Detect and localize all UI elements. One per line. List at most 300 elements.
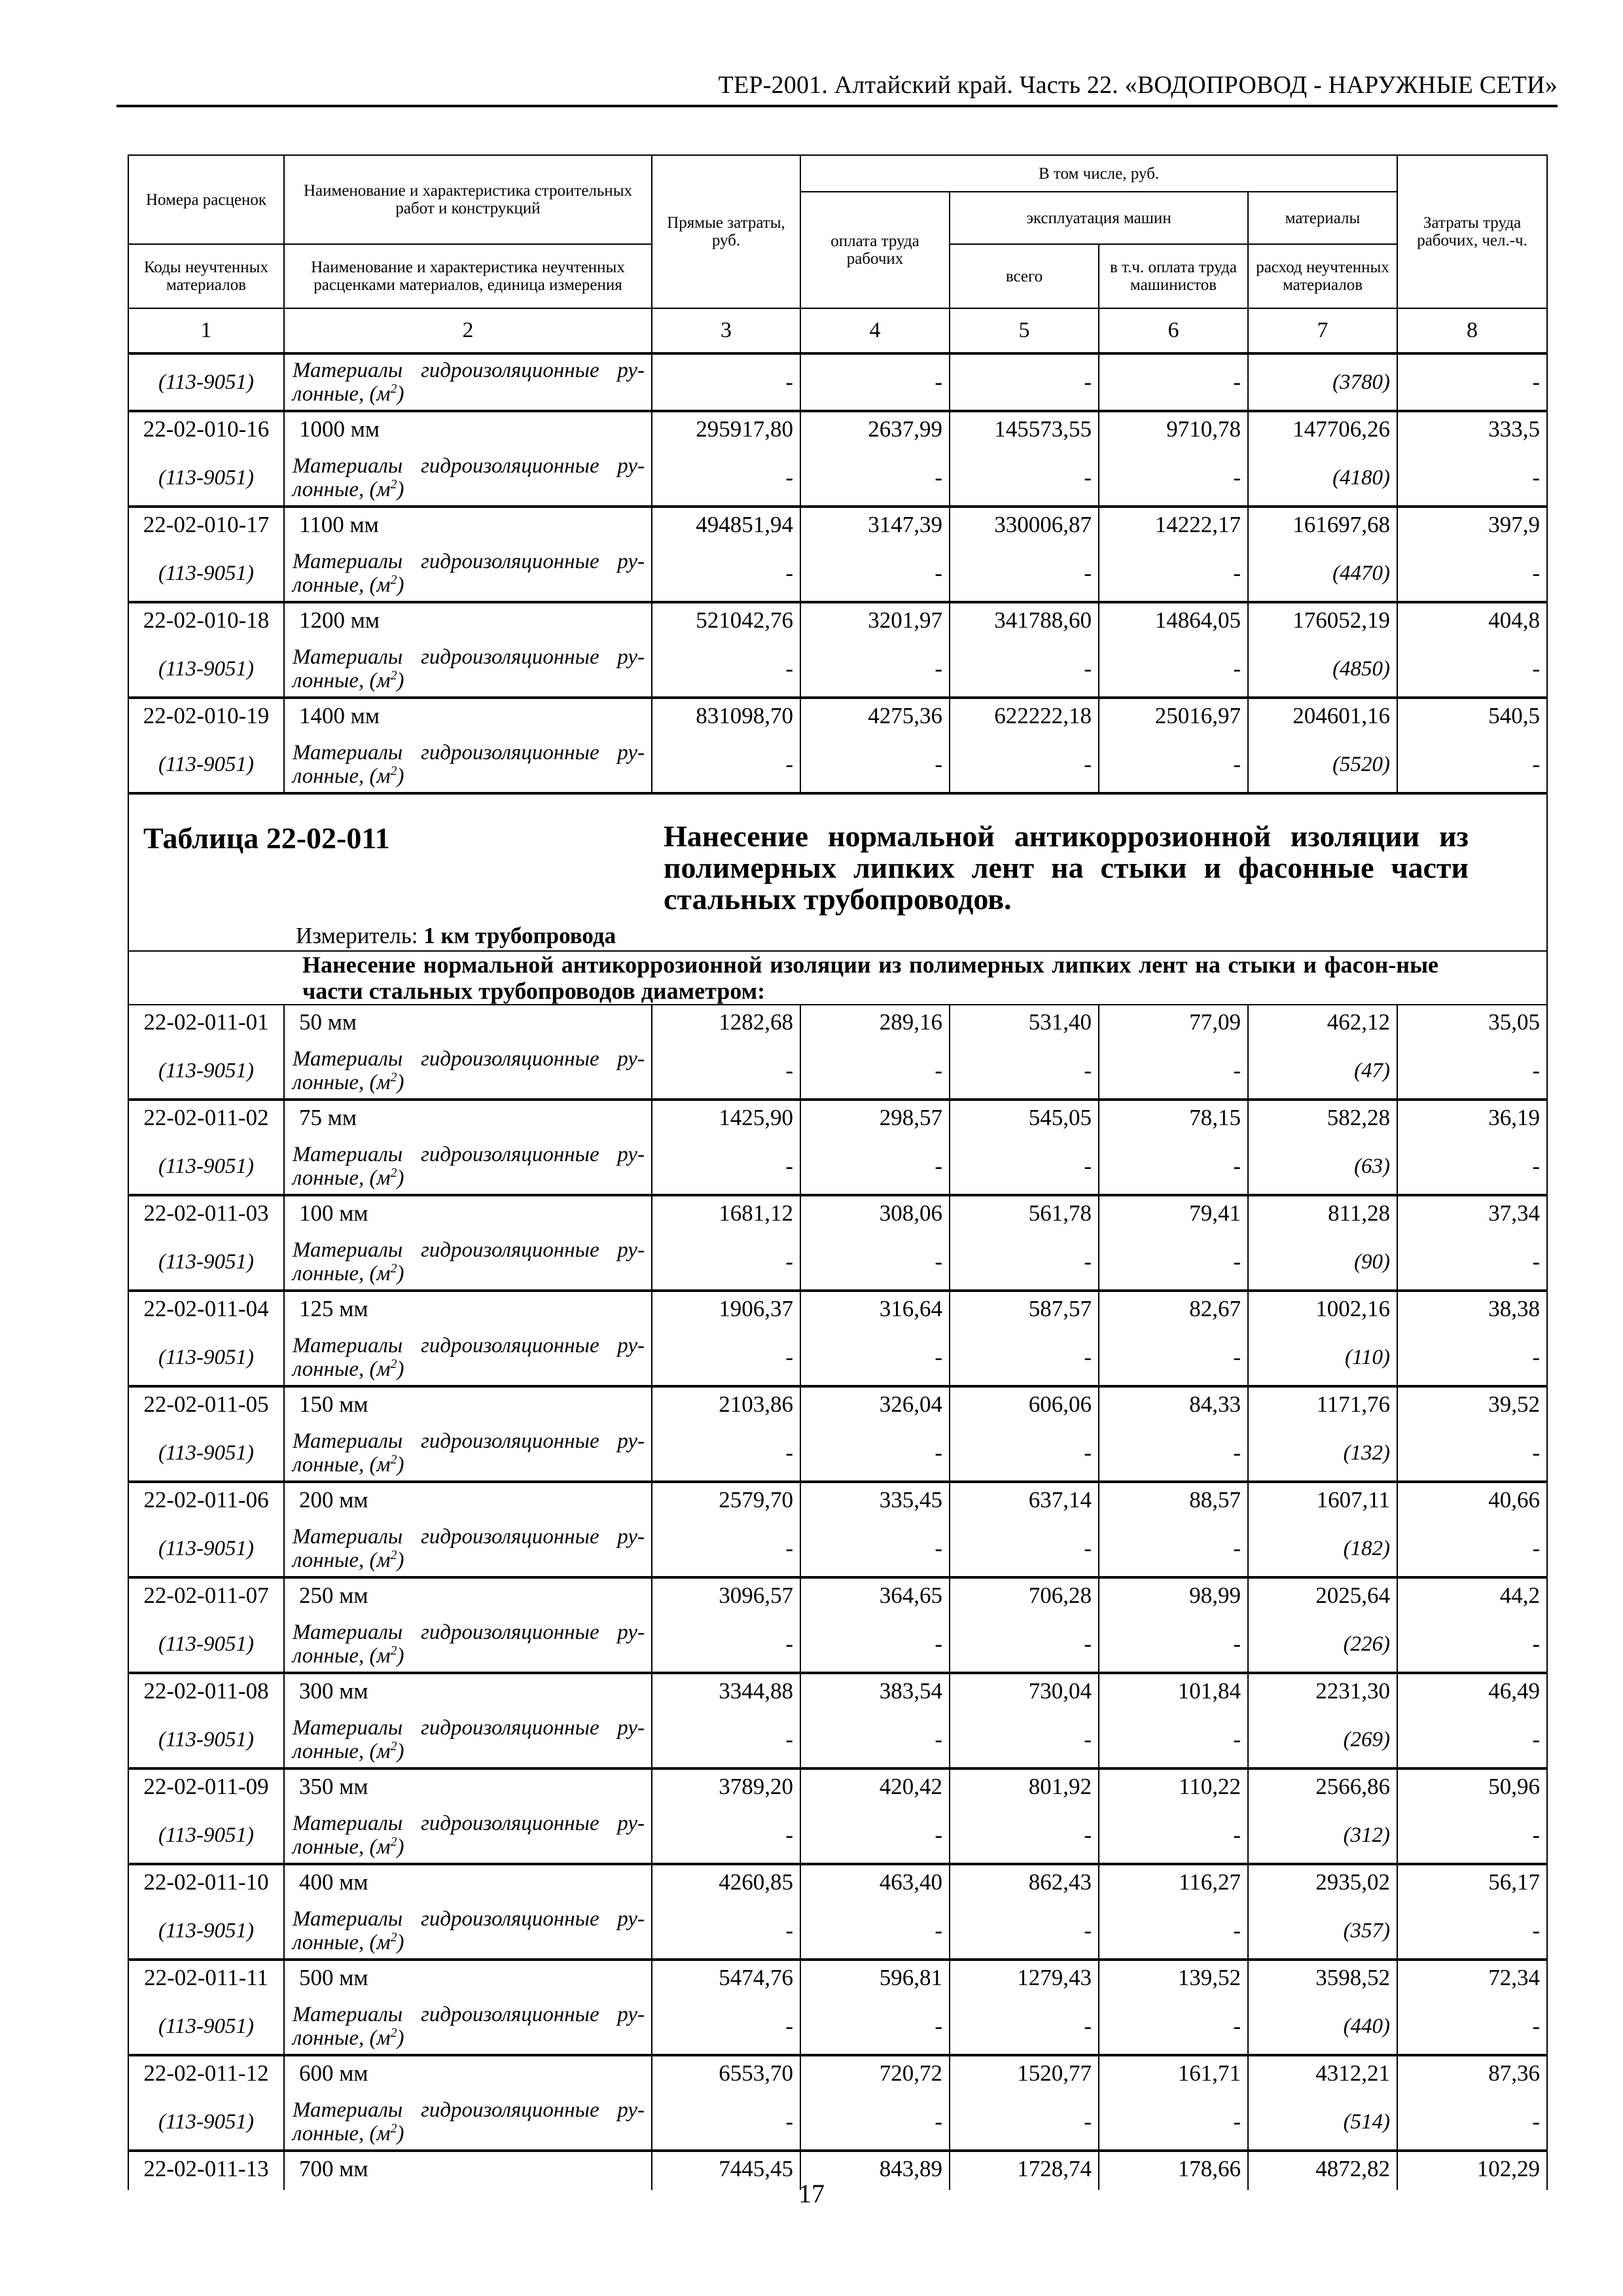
operators-pay: 84,33 — [1099, 1386, 1248, 1426]
labor-hours: 38,38 — [1397, 1291, 1547, 1330]
rate-code: 22-02-011-01 — [128, 1005, 284, 1043]
table-row — [128, 1195, 1547, 1234]
material-row — [128, 546, 1547, 602]
empty-value: - — [950, 1712, 1099, 1768]
labor-pay: 383,54 — [800, 1673, 950, 1712]
material-code: (113-9051) — [128, 546, 284, 602]
work-name: 400 мм — [284, 1864, 652, 1903]
material-quantity: (182) — [1248, 1521, 1397, 1577]
rate-code: 22-02-010-18 — [128, 602, 284, 641]
labor-pay: 364,65 — [800, 1577, 950, 1617]
material-name: Материалы гидроизоляционные ру-лонные, $(м^2)$ — [284, 546, 652, 602]
header-rate-numbers: Номера расценок — [128, 155, 284, 244]
material-quantity: (110) — [1248, 1330, 1397, 1386]
page-number: 17 — [798, 2179, 825, 2208]
header-material-usage: расход неучтенных материалов — [1248, 244, 1397, 308]
material-row — [128, 1426, 1547, 1482]
material-quantity: (269) — [1248, 1712, 1397, 1768]
rate-code: 22-02-011-05 — [128, 1386, 284, 1426]
material-row — [128, 1330, 1547, 1386]
header-including: В том числе, руб. — [800, 155, 1397, 192]
empty-value: - — [950, 2094, 1099, 2151]
table-row — [128, 1482, 1547, 1521]
material-code: (113-9051) — [128, 450, 284, 507]
header-material-codes: Коды неучтенных материалов — [128, 244, 284, 308]
material-quantity: (514) — [1248, 2094, 1397, 2151]
operators-pay: 79,41 — [1099, 1195, 1248, 1234]
materials-cost: 204601,16 — [1248, 698, 1397, 737]
material-code: (113-9051) — [128, 1139, 284, 1195]
empty-value: - — [950, 1521, 1099, 1577]
material-name: Материалы гидроизоляционные ру-лонные, $(м^2)$ — [284, 641, 652, 698]
empty-value: - — [1397, 546, 1547, 602]
direct-costs: 295917,80 — [652, 411, 800, 450]
material-name: Материалы гидроизоляционные ру-лонные, $(м^2)$ — [284, 2094, 652, 2151]
machines-total: 1728,74 — [950, 2151, 1099, 2190]
header-machines: эксплуатация машин — [950, 192, 1248, 244]
header-material-names: Наименование и характеристика неучтенных расценками материалов, единица измерения — [284, 244, 652, 308]
material-row — [128, 1808, 1547, 1864]
material-row — [128, 1139, 1547, 1195]
empty-value: - — [1397, 1426, 1547, 1482]
machines-total: 801,92 — [950, 1768, 1099, 1808]
materials-cost: 2231,30 — [1248, 1673, 1397, 1712]
direct-costs: 3344,88 — [652, 1673, 800, 1712]
materials-cost: 1002,16 — [1248, 1291, 1397, 1330]
empty-value: - — [652, 1521, 800, 1577]
material-row — [128, 737, 1547, 793]
labor-hours: 44,2 — [1397, 1577, 1547, 1617]
material-quantity: (4470) — [1248, 546, 1397, 602]
empty-value: - — [652, 546, 800, 602]
table-row — [128, 1100, 1547, 1139]
direct-costs: 521042,76 — [652, 602, 800, 641]
direct-costs: 1282,68 — [652, 1005, 800, 1043]
operators-pay: 9710,78 — [1099, 411, 1248, 450]
work-name: 500 мм — [284, 1960, 652, 1999]
work-name: 200 мм — [284, 1482, 652, 1521]
empty-value: - — [950, 546, 1099, 602]
operators-pay: 14864,05 — [1099, 602, 1248, 641]
table-row — [128, 1673, 1547, 1712]
empty-value: - — [1099, 1808, 1248, 1864]
empty-value: - — [950, 1234, 1099, 1291]
column-number: 7 — [1248, 308, 1397, 353]
running-header: ТЕР-2001. Алтайский край. Часть 22. «ВОДОПРОВОД - НАРУЖНЫЕ СЕТИ» — [718, 71, 1558, 99]
material-row — [128, 1903, 1547, 1960]
empty-value: - — [950, 1999, 1099, 2055]
header-machines-total: всего — [950, 244, 1099, 308]
work-name: 1200 мм — [284, 602, 652, 641]
labor-hours: 72,34 — [1397, 1960, 1547, 1999]
column-number: 4 — [800, 308, 950, 353]
header-rule — [116, 105, 1558, 107]
header-labor-pay: оплата труда рабочих — [800, 192, 950, 308]
empty-value: - — [800, 1234, 950, 1291]
materials-cost: 2025,64 — [1248, 1577, 1397, 1617]
work-name: 250 мм — [284, 1577, 652, 1617]
labor-hours: 56,17 — [1397, 1864, 1547, 1903]
material-row — [128, 1234, 1547, 1291]
material-row — [128, 1712, 1547, 1768]
labor-pay: 326,04 — [800, 1386, 950, 1426]
work-name: 700 мм — [284, 2151, 652, 2190]
operators-pay: 77,09 — [1099, 1005, 1248, 1043]
empty-value: - — [1099, 1999, 1248, 2055]
table-row — [128, 411, 1547, 450]
column-number: 8 — [1397, 308, 1547, 353]
machines-total: 330006,87 — [950, 507, 1099, 546]
empty-value: - — [800, 1617, 950, 1673]
measure-unit: Измеритель: 1 км трубопровода — [296, 923, 616, 948]
empty-value: - — [652, 1808, 800, 1864]
labor-hours: 102,29 — [1397, 2151, 1547, 2190]
labor-pay: 289,16 — [800, 1005, 950, 1043]
empty-value: - — [950, 1808, 1099, 1864]
material-name: Материалы гидроизоляционные ру-лонные, $(м^2)$ — [284, 1043, 652, 1100]
labor-hours: 50,96 — [1397, 1768, 1547, 1808]
empty-value: - — [1397, 450, 1547, 507]
machines-total: 561,78 — [950, 1195, 1099, 1234]
material-row — [128, 1043, 1547, 1100]
machines-total: 341788,60 — [950, 602, 1099, 641]
work-name: 1400 мм — [284, 698, 652, 737]
labor-hours: 35,05 — [1397, 1005, 1547, 1043]
material-name: Материалы гидроизоляционные ру-лонные, $(м^2)$ — [284, 1617, 652, 1673]
materials-cost: 161697,68 — [1248, 507, 1397, 546]
table-row — [128, 602, 1547, 641]
material-code: (113-9051) — [128, 1999, 284, 2055]
operators-pay: 25016,97 — [1099, 698, 1248, 737]
material-code: (113-9051) — [128, 737, 284, 793]
empty-value: - — [1099, 1521, 1248, 1577]
empty-value: - — [800, 641, 950, 698]
materials-cost: 147706,26 — [1248, 411, 1397, 450]
table-row — [128, 2055, 1547, 2094]
material-quantity: (5520) — [1248, 737, 1397, 793]
direct-costs: 2103,86 — [652, 1386, 800, 1426]
direct-costs: 5474,76 — [652, 1960, 800, 1999]
material-name: Материалы гидроизоляционные ру-лонные, $(м^2)$ — [284, 1330, 652, 1386]
labor-hours: 37,34 — [1397, 1195, 1547, 1234]
labor-hours: 540,5 — [1397, 698, 1547, 737]
empty-value: - — [800, 1903, 950, 1960]
materials-cost: 2566,86 — [1248, 1768, 1397, 1808]
materials-cost: 176052,19 — [1248, 602, 1397, 641]
machines-total: 637,14 — [950, 1482, 1099, 1521]
empty-value: - — [800, 1043, 950, 1100]
table-row — [128, 1291, 1547, 1330]
material-name: Материалы гидроизоляционные ру-лонные, $(м^2)$ — [284, 1521, 652, 1577]
material-code: (113-9051) — [128, 641, 284, 698]
labor-pay: 4275,36 — [800, 698, 950, 737]
empty-value: - — [1099, 546, 1248, 602]
operators-pay: 178,66 — [1099, 2151, 1248, 2190]
materials-cost: 462,12 — [1248, 1005, 1397, 1043]
operators-pay: 161,71 — [1099, 2055, 1248, 2094]
materials-cost: 4872,82 — [1248, 2151, 1397, 2190]
work-name: 1100 мм — [284, 507, 652, 546]
empty-value: - — [1099, 1903, 1248, 1960]
materials-cost: 4312,21 — [1248, 2055, 1397, 2094]
material-row — [128, 641, 1547, 698]
labor-pay: 316,64 — [800, 1291, 950, 1330]
work-name: 300 мм — [284, 1673, 652, 1712]
work-name: 75 мм — [284, 1100, 652, 1139]
rate-code: 22-02-011-08 — [128, 1673, 284, 1712]
work-name: 150 мм — [284, 1386, 652, 1426]
empty-value: - — [950, 737, 1099, 793]
work-name: 100 мм — [284, 1195, 652, 1234]
empty-value: - — [1397, 1043, 1547, 1100]
rate-code: 22-02-010-16 — [128, 411, 284, 450]
empty-value: - — [652, 1139, 800, 1195]
table-row — [128, 1768, 1547, 1808]
empty-value: - — [1397, 1139, 1547, 1195]
materials-cost: 1171,76 — [1248, 1386, 1397, 1426]
empty-value: - — [800, 737, 950, 793]
direct-costs: 7445,45 — [652, 2151, 800, 2190]
labor-pay: 308,06 — [800, 1195, 950, 1234]
machines-total: 587,57 — [950, 1291, 1099, 1330]
material-code: (113-9051) — [128, 1043, 284, 1100]
rate-code: 22-02-011-02 — [128, 1100, 284, 1139]
table-row — [128, 1864, 1547, 1903]
machines-total: 730,04 — [950, 1673, 1099, 1712]
rate-code: 22-02-011-13 — [128, 2151, 284, 2190]
materials-cost: 2935,02 — [1248, 1864, 1397, 1903]
empty-value: - — [1397, 1999, 1547, 2055]
rate-code: 22-02-011-04 — [128, 1291, 284, 1330]
header-labor-hours: Затраты труда рабочих, чел.-ч. — [1397, 155, 1547, 308]
machines-total: 706,28 — [950, 1577, 1099, 1617]
labor-hours: 40,66 — [1397, 1482, 1547, 1521]
material-name: Материалы гидроизоляционные ру-лонные, $(м^2)$ — [284, 1426, 652, 1482]
table-row — [128, 1005, 1547, 1043]
material-quantity: (312) — [1248, 1808, 1397, 1864]
labor-pay: 463,40 — [800, 1864, 950, 1903]
machines-total: 606,06 — [950, 1386, 1099, 1426]
rate-code: 22-02-011-11 — [128, 1960, 284, 1999]
empty-value: - — [1397, 1903, 1547, 1960]
empty-value: - — [950, 450, 1099, 507]
material-code: (113-9051) — [128, 353, 284, 411]
empty-value: - — [1099, 1043, 1248, 1100]
empty-value: - — [1099, 1617, 1248, 1673]
empty-value: - — [1099, 737, 1248, 793]
material-quantity: (63) — [1248, 1139, 1397, 1195]
table-row — [128, 1577, 1547, 1617]
materials-cost: 1607,11 — [1248, 1482, 1397, 1521]
empty-value: - — [1397, 1330, 1547, 1386]
labor-pay: 596,81 — [800, 1960, 950, 1999]
empty-value: - — [800, 2094, 950, 2151]
machines-total: 1520,77 — [950, 2055, 1099, 2094]
empty-value: - — [800, 1999, 950, 2055]
empty-value: - — [800, 546, 950, 602]
work-name: 350 мм — [284, 1768, 652, 1808]
operators-pay: 139,52 — [1099, 1960, 1248, 1999]
empty-value: - — [652, 1426, 800, 1482]
material-quantity: (132) — [1248, 1426, 1397, 1482]
empty-value: - — [1397, 737, 1547, 793]
empty-value: - — [950, 1043, 1099, 1100]
empty-value: - — [652, 1330, 800, 1386]
rate-code: 22-02-010-17 — [128, 507, 284, 546]
labor-hours: 333,5 — [1397, 411, 1547, 450]
operators-pay: 116,27 — [1099, 1864, 1248, 1903]
machines-total: 622222,18 — [950, 698, 1099, 737]
column-number: 5 — [950, 308, 1099, 353]
empty-value: - — [1099, 1426, 1248, 1482]
empty-value: - — [652, 1903, 800, 1960]
labor-pay: 298,57 — [800, 1100, 950, 1139]
direct-costs: 3789,20 — [652, 1768, 800, 1808]
empty-value: - — [652, 2094, 800, 2151]
section-heading-row — [128, 951, 1547, 1005]
materials-cost: 582,28 — [1248, 1100, 1397, 1139]
material-name: Материалы гидроизоляционные ру-лонные, $(м^2)$ — [284, 1234, 652, 1291]
material-quantity: (4850) — [1248, 641, 1397, 698]
empty-value: - — [652, 1999, 800, 2055]
operators-pay: 110,22 — [1099, 1768, 1248, 1808]
work-name: 50 мм — [284, 1005, 652, 1043]
rate-code: 22-02-011-03 — [128, 1195, 284, 1234]
material-quantity: (440) — [1248, 1999, 1397, 2055]
empty-value: - — [1397, 1617, 1547, 1673]
section-heading: Нанесение нормальной антикоррозионной изоляции из полимерных липких лент на стыки и фасон-ные части стальных трубопроводов диаметром: — [302, 952, 1439, 1004]
empty-value: - — [652, 450, 800, 507]
direct-costs: 1425,90 — [652, 1100, 800, 1139]
operators-pay: 98,99 — [1099, 1577, 1248, 1617]
table-row — [128, 698, 1547, 737]
header-operators-pay: в т.ч. оплата труда машинистов — [1099, 244, 1248, 308]
material-name: Материалы гидроизоляционные ру-лонные, $(м^2)$ — [284, 1712, 652, 1768]
empty-value: - — [1099, 1139, 1248, 1195]
empty-value: - — [950, 641, 1099, 698]
table-title-block — [128, 793, 1547, 951]
empty-value: - — [950, 1426, 1099, 1482]
material-name: Материалы гидроизоляционные ру-лонные, $(м^2)$ — [284, 1999, 652, 2055]
table-row — [128, 1960, 1547, 1999]
empty-value: - — [800, 1521, 950, 1577]
material-code: (113-9051) — [128, 1712, 284, 1768]
machines-total: 531,40 — [950, 1005, 1099, 1043]
material-row — [128, 1521, 1547, 1577]
operators-pay: 14222,17 — [1099, 507, 1248, 546]
empty-value: - — [800, 450, 950, 507]
rate-code: 22-02-011-12 — [128, 2055, 284, 2094]
operators-pay: 78,15 — [1099, 1100, 1248, 1139]
material-code: (113-9051) — [128, 1617, 284, 1673]
empty-value: - — [1099, 1712, 1248, 1768]
labor-pay: 843,89 — [800, 2151, 950, 2190]
labor-pay: 3147,39 — [800, 507, 950, 546]
material-row — [128, 2094, 1547, 2151]
table-title: Нанесение нормальной антикоррозионной изоляции из полимерных липких лент на стыки и фасонные части стальных трубопроводов. — [664, 819, 1469, 916]
work-name: 600 мм — [284, 2055, 652, 2094]
direct-costs: 494851,94 — [652, 507, 800, 546]
machines-total: 145573,55 — [950, 411, 1099, 450]
table-row — [128, 1386, 1547, 1426]
operators-pay: 101,84 — [1099, 1673, 1248, 1712]
material-code: (113-9051) — [128, 1330, 284, 1386]
labor-pay: 720,72 — [800, 2055, 950, 2094]
empty-value: - — [652, 641, 800, 698]
rate-code: 22-02-011-07 — [128, 1577, 284, 1617]
empty-value: - — [950, 1617, 1099, 1673]
material-code: (113-9051) — [128, 1234, 284, 1291]
rate-code: 22-02-010-19 — [128, 698, 284, 737]
rate-code: 22-02-011-10 — [128, 1864, 284, 1903]
header-work-name: Наименование и характеристика строительных работ и конструкций — [284, 155, 652, 244]
material-quantity: (90) — [1248, 1234, 1397, 1291]
material-row — [128, 450, 1547, 507]
material-name: Материалы гидроизоляционные ру-лонные, $(м^2)$ — [284, 1139, 652, 1195]
material-code: (113-9051) — [128, 1426, 284, 1482]
machines-total: 1279,43 — [950, 1960, 1099, 1999]
empty-value: - — [1397, 641, 1547, 698]
empty-value: - — [652, 1234, 800, 1291]
material-name: Материалы гидроизоляционные ру-лонные, $(м^2)$ — [284, 1903, 652, 1960]
empty-value: - — [1397, 1521, 1547, 1577]
empty-value: - — [950, 1139, 1099, 1195]
material-code: (113-9051) — [128, 1903, 284, 1960]
material-code: (113-9051) — [128, 1521, 284, 1577]
material-name: Материалы гидроизоляционные ру-лонные, $(м^2)$ — [284, 737, 652, 793]
table-row — [128, 507, 1547, 546]
rate-code: 22-02-011-09 — [128, 1768, 284, 1808]
machines-total: 545,05 — [950, 1100, 1099, 1139]
materials-cost: 811,28 — [1248, 1195, 1397, 1234]
empty-value: - — [1397, 2094, 1547, 2151]
material-quantity: (4180) — [1248, 450, 1397, 507]
labor-hours: 397,9 — [1397, 507, 1547, 546]
labor-hours: 39,52 — [1397, 1386, 1547, 1426]
table-id: Таблица 22-02-011 — [143, 821, 390, 855]
material-quantity: (226) — [1248, 1617, 1397, 1673]
empty-value: - — [800, 1139, 950, 1195]
empty-value: - — [950, 1903, 1099, 1960]
header-materials: материалы — [1248, 192, 1397, 244]
direct-costs: 6553,70 — [652, 2055, 800, 2094]
empty-value: - — [652, 1617, 800, 1673]
direct-costs: 1681,12 — [652, 1195, 800, 1234]
empty-value: - — [800, 1330, 950, 1386]
labor-pay: 420,42 — [800, 1768, 950, 1808]
material-code: (113-9051) — [128, 1808, 284, 1864]
operators-pay: 82,67 — [1099, 1291, 1248, 1330]
material-row — [128, 1999, 1547, 2055]
empty-value: - — [1397, 1808, 1547, 1864]
material-quantity: (47) — [1248, 1043, 1397, 1100]
material-name: Материалы гидроизоляционные ру-лонные, $(м^2)$ — [284, 1808, 652, 1864]
column-number: 6 — [1099, 308, 1248, 353]
material-row: (113-9051) Материалы гидроизоляционные ру-лонные, $(м^2)$ - - - - (3780) - — [128, 353, 1547, 411]
rates-table — [128, 154, 1548, 2190]
column-number: 2 — [284, 308, 652, 353]
empty-value: - — [1397, 1234, 1547, 1291]
material-code: (113-9051) — [128, 2094, 284, 2151]
empty-value: - — [1099, 450, 1248, 507]
labor-hours: 87,36 — [1397, 2055, 1547, 2094]
empty-value: - — [652, 1712, 800, 1768]
empty-value: - — [800, 1712, 950, 1768]
direct-costs: 4260,85 — [652, 1864, 800, 1903]
material-row — [128, 1617, 1547, 1673]
empty-value: - — [800, 1426, 950, 1482]
header-direct-costs: Прямые затраты, руб. — [652, 155, 800, 308]
